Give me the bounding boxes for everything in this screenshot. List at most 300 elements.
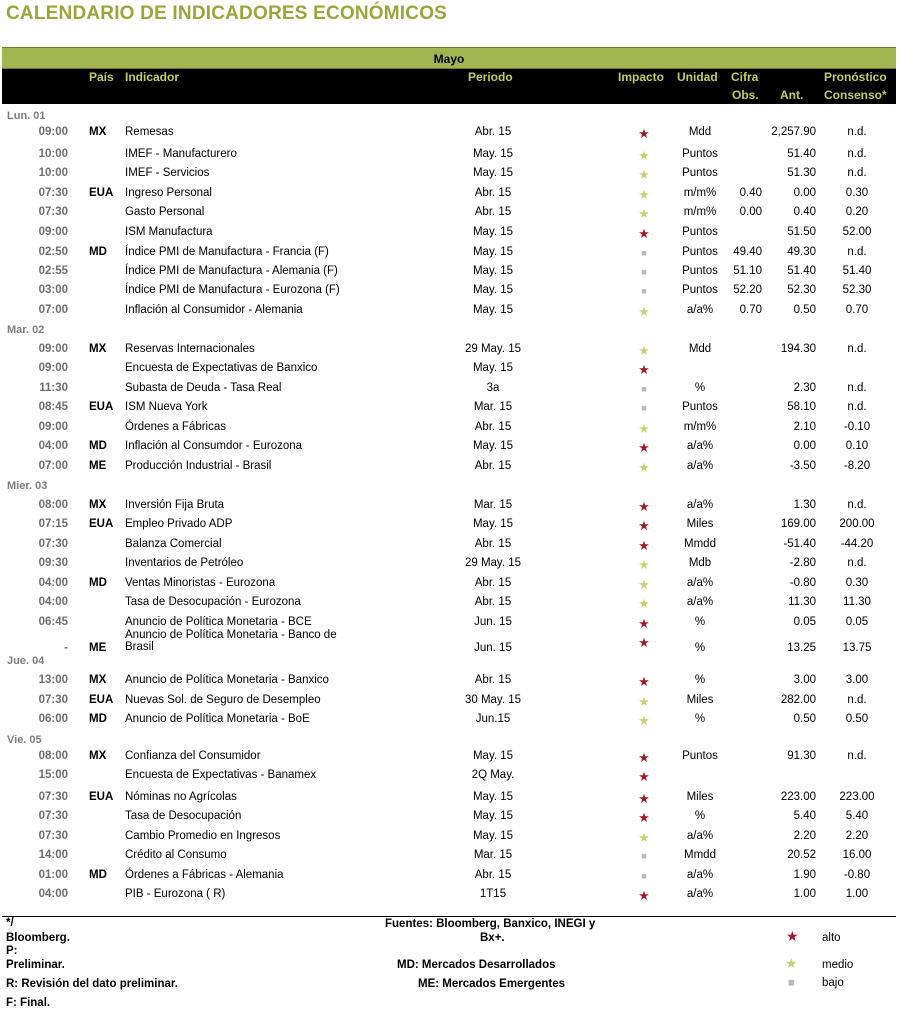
period-cell: May. 15 bbox=[472, 226, 514, 238]
impact-alto-star-icon: ★ bbox=[638, 750, 650, 765]
impact-medio-star-icon: ★ bbox=[638, 421, 650, 436]
header-indicador: Indicador bbox=[125, 70, 180, 84]
indicator-cell: Ingreso Personal bbox=[125, 187, 212, 199]
forecast-cell: n.d. bbox=[847, 382, 867, 394]
time-cell: 09:30 bbox=[38, 557, 68, 569]
forecast-cell: 223.00 bbox=[839, 791, 875, 803]
forecast-cell: 0.30 bbox=[845, 577, 869, 589]
indicator-cell: Cambio Promedio en Ingresos bbox=[125, 830, 281, 842]
forecast-cell: n.d. bbox=[847, 557, 867, 569]
unit-cell: Puntos bbox=[682, 226, 718, 238]
previous-cell: 169.00 bbox=[780, 518, 816, 530]
indicator-cell: Ventas Minoristas - Eurozona bbox=[125, 577, 276, 589]
indicator-cell: Gasto Personal bbox=[125, 206, 205, 218]
impact-medio-star-icon: ★ bbox=[638, 460, 650, 475]
indicator-cell: Órdenes a Fábricas bbox=[125, 421, 226, 433]
time-cell: 07:30 bbox=[38, 694, 68, 706]
time-cell: 08:00 bbox=[38, 750, 68, 762]
table-row bbox=[0, 206, 906, 224]
previous-cell: 51.40 bbox=[787, 148, 816, 160]
forecast-cell: 11.30 bbox=[843, 596, 871, 608]
table-row bbox=[0, 246, 906, 264]
time-cell: 06:00 bbox=[38, 713, 68, 725]
forecast-cell: 51.40 bbox=[842, 265, 872, 277]
period-cell: May. 15 bbox=[472, 246, 514, 258]
indicator-cell-continued: Brasil bbox=[125, 641, 154, 653]
me-definition: ME: Mercados Emergentes bbox=[418, 978, 565, 990]
forecast-cell: n.d. bbox=[847, 343, 867, 355]
time-cell: 13:00 bbox=[38, 674, 68, 686]
period-cell: Jun. 15 bbox=[474, 642, 512, 654]
period-cell: 30 May. 15 bbox=[464, 694, 522, 706]
impact-medio-star-icon: ★ bbox=[638, 148, 650, 163]
month-header: Mayo bbox=[2, 47, 896, 69]
legend-medio-star-icon: ★ bbox=[785, 955, 798, 971]
country-cell: MD bbox=[89, 440, 107, 452]
country-cell: MX bbox=[89, 343, 107, 355]
period-cell: May. 15 bbox=[472, 791, 514, 803]
time-cell: 03:00 bbox=[38, 284, 68, 296]
previous-cell: 51.50 bbox=[787, 226, 816, 238]
time-cell: 07:30 bbox=[38, 206, 68, 218]
time-cell: 14:00 bbox=[38, 849, 68, 861]
table-row bbox=[0, 557, 906, 575]
footnote-final: F: Final. bbox=[6, 997, 51, 1009]
indicator-cell: Balanza Comercial bbox=[125, 538, 222, 550]
impact-alto-star-icon: ★ bbox=[638, 362, 650, 377]
period-cell: May. 15 bbox=[472, 440, 514, 452]
table-row bbox=[0, 810, 906, 828]
previous-cell: 194.30 bbox=[780, 343, 816, 355]
unit-cell: Miles bbox=[686, 791, 714, 803]
unit-cell: a/a% bbox=[686, 830, 714, 842]
time-cell: 07:00 bbox=[38, 460, 68, 472]
table-row bbox=[0, 284, 906, 302]
period-cell: Abr. 15 bbox=[474, 460, 512, 472]
impact-alto-star-icon: ★ bbox=[638, 674, 650, 689]
previous-cell: 5.40 bbox=[793, 810, 816, 822]
impact-bajo-square-icon: ■ bbox=[641, 871, 647, 881]
unit-cell: Puntos bbox=[682, 401, 718, 413]
unit-cell: % bbox=[694, 713, 706, 725]
time-cell: 09:00 bbox=[38, 421, 68, 433]
forecast-cell: 200.00 bbox=[839, 518, 875, 530]
table-row bbox=[0, 167, 906, 185]
header-impacto: Impacto bbox=[618, 70, 665, 84]
previous-cell: 2.10 bbox=[793, 421, 816, 433]
impact-medio-star-icon: ★ bbox=[638, 167, 650, 182]
unit-cell: Puntos bbox=[682, 750, 718, 762]
indicator-cell: IMEF - Servicios bbox=[125, 167, 210, 179]
forecast-cell: n.d. bbox=[847, 246, 867, 258]
sources-text: Fuentes: Bloomberg, Banxico, INEGI y bbox=[385, 918, 596, 930]
previous-cell: 1.00 bbox=[793, 888, 816, 900]
footnote-marker: */ bbox=[6, 917, 14, 929]
table-row bbox=[0, 126, 906, 144]
footer-divider bbox=[2, 916, 896, 917]
unit-cell: a/a% bbox=[686, 499, 714, 511]
footnote-bloomberg: Bloomberg. bbox=[6, 932, 70, 944]
unit-cell: Puntos bbox=[682, 148, 718, 160]
impact-medio-star-icon: ★ bbox=[638, 343, 650, 358]
unit-cell: Puntos bbox=[682, 284, 718, 296]
time-cell: 10:00 bbox=[38, 148, 68, 160]
country-cell: EUA bbox=[89, 791, 114, 803]
indicator-cell: PIB - Eurozona ( R) bbox=[125, 888, 226, 900]
observed-cell: 0.40 bbox=[739, 187, 762, 199]
footnote-preliminar: Preliminar. bbox=[6, 959, 65, 971]
time-cell: 02:55 bbox=[38, 265, 68, 277]
unit-cell: Mdb bbox=[688, 557, 712, 569]
period-cell: May. 15 bbox=[472, 830, 514, 842]
unit-cell: % bbox=[694, 642, 706, 654]
previous-cell: 58.10 bbox=[787, 401, 816, 413]
forecast-cell: 0.30 bbox=[845, 187, 869, 199]
country-cell: EUA bbox=[89, 518, 114, 530]
country-cell: ME bbox=[89, 460, 107, 472]
previous-cell: 1.30 bbox=[793, 499, 816, 511]
impact-alto-star-icon: ★ bbox=[638, 791, 650, 806]
time-cell: 06:45 bbox=[38, 616, 68, 628]
unit-cell: a/a% bbox=[686, 577, 714, 589]
time-cell: 15:00 bbox=[38, 769, 68, 781]
table-row bbox=[0, 401, 906, 419]
forecast-cell: 16.00 bbox=[842, 849, 872, 861]
table-row bbox=[0, 769, 906, 787]
forecast-cell: 13.75 bbox=[842, 642, 872, 654]
table-row bbox=[0, 888, 906, 906]
impact-bajo-square-icon: ■ bbox=[641, 851, 647, 861]
previous-cell: 51.40 bbox=[787, 265, 816, 277]
table-row bbox=[0, 421, 906, 439]
unit-cell: % bbox=[694, 674, 706, 686]
country-cell: EUA bbox=[89, 401, 114, 413]
previous-cell: 13.25 bbox=[787, 642, 816, 654]
previous-cell: 0.50 bbox=[793, 713, 816, 725]
day-label: Mier. 03 bbox=[7, 480, 48, 492]
period-cell: Jun. 15 bbox=[474, 616, 512, 628]
impact-bajo-square-icon: ■ bbox=[641, 248, 647, 258]
previous-cell: 91.30 bbox=[787, 750, 816, 762]
period-cell: May. 15 bbox=[472, 750, 514, 762]
table-row bbox=[0, 187, 906, 205]
unit-cell: Puntos bbox=[682, 167, 718, 179]
period-cell: 3a bbox=[486, 382, 500, 394]
previous-cell: 51.30 bbox=[787, 167, 816, 179]
header-obs: Obs. bbox=[732, 88, 759, 102]
table-row bbox=[0, 304, 906, 322]
period-cell: Mar. 15 bbox=[473, 849, 513, 861]
observed-cell: 0.00 bbox=[739, 206, 762, 218]
previous-cell: -3.50 bbox=[789, 460, 816, 472]
time-cell: 10:00 bbox=[38, 167, 68, 179]
forecast-cell: n.d. bbox=[847, 167, 867, 179]
unit-cell: a/a% bbox=[686, 440, 714, 452]
time-cell: 01:00 bbox=[38, 869, 68, 881]
table-row bbox=[0, 362, 906, 380]
unit-cell: a/a% bbox=[686, 460, 714, 472]
unit-cell: Mmdd bbox=[684, 538, 716, 550]
previous-cell: 2.20 bbox=[793, 830, 816, 842]
time-cell: 04:00 bbox=[38, 440, 68, 452]
previous-cell: 0.05 bbox=[793, 616, 816, 628]
forecast-cell: n.d. bbox=[847, 148, 867, 160]
forecast-cell: 52.00 bbox=[842, 226, 872, 238]
time-cell: - bbox=[64, 642, 68, 654]
header-unidad: Unidad bbox=[677, 70, 718, 84]
table-row bbox=[0, 791, 906, 809]
unit-cell: Puntos bbox=[682, 265, 718, 277]
header-pronostico: Pronóstico bbox=[824, 70, 887, 84]
table-row bbox=[0, 629, 906, 660]
impact-alto-star-icon: ★ bbox=[638, 635, 650, 650]
time-cell: 07:00 bbox=[38, 304, 68, 316]
impact-medio-star-icon: ★ bbox=[638, 206, 650, 221]
unit-cell: m/m% bbox=[683, 206, 717, 218]
indicator-cell: Remesas bbox=[125, 126, 174, 138]
previous-cell: 0.50 bbox=[793, 304, 816, 316]
indicator-cell: Inventarios de Petróleo bbox=[125, 557, 244, 569]
period-cell: Abr. 15 bbox=[474, 421, 512, 433]
period-cell: Abr. 15 bbox=[474, 674, 512, 686]
legend-alto-label: alto bbox=[822, 932, 841, 944]
period-cell: Abr. 15 bbox=[474, 596, 512, 608]
indicator-cell: Subasta de Deuda - Tasa Real bbox=[125, 382, 282, 394]
sources-text-2: Bx+. bbox=[480, 932, 505, 944]
unit-cell: a/a% bbox=[686, 869, 714, 881]
previous-cell: 1.90 bbox=[793, 869, 816, 881]
time-cell: 04:00 bbox=[38, 577, 68, 589]
page-title: CALENDARIO DE INDICADORES ECONÓMICOS bbox=[6, 3, 448, 24]
period-cell: Jun.15 bbox=[475, 713, 511, 725]
impact-bajo-square-icon: ■ bbox=[641, 267, 647, 277]
indicator-cell: Confianza del Consumidor bbox=[125, 750, 261, 762]
table-row bbox=[0, 830, 906, 848]
table-row bbox=[0, 849, 906, 867]
footnote-revision: R: Revisión del dato preliminar. bbox=[6, 978, 178, 990]
impact-medio-star-icon: ★ bbox=[638, 694, 650, 709]
period-cell: Abr. 15 bbox=[474, 577, 512, 589]
table-row bbox=[0, 869, 906, 887]
table-row bbox=[0, 538, 906, 556]
period-cell: 29 May. 15 bbox=[464, 557, 522, 569]
forecast-cell: 3.00 bbox=[845, 674, 869, 686]
table-row bbox=[0, 694, 906, 712]
indicator-cell: IMEF - Manufacturero bbox=[125, 148, 237, 160]
day-label: Vie. 05 bbox=[7, 734, 42, 746]
table-row bbox=[0, 499, 906, 517]
country-cell: MX bbox=[89, 126, 107, 138]
indicator-cell: Inflación al Consumidor - Alemania bbox=[125, 304, 303, 316]
legend-medio-label: medio bbox=[822, 959, 854, 971]
indicator-cell: Empleo Privado ADP bbox=[125, 518, 233, 530]
forecast-cell: n.d. bbox=[847, 694, 867, 706]
impact-alto-star-icon: ★ bbox=[638, 226, 650, 241]
country-cell: MD bbox=[89, 869, 107, 881]
country-cell: MD bbox=[89, 246, 107, 258]
period-cell: Abr. 15 bbox=[474, 869, 512, 881]
unit-cell: Miles bbox=[686, 518, 714, 530]
impact-medio-star-icon: ★ bbox=[638, 830, 650, 845]
time-cell: 08:45 bbox=[38, 401, 68, 413]
forecast-cell: 52.30 bbox=[842, 284, 872, 296]
forecast-cell: 0.50 bbox=[845, 713, 869, 725]
indicator-cell: Inversión Fija Bruta bbox=[125, 499, 225, 511]
legend-bajo-square-icon: ■ bbox=[788, 977, 795, 989]
impact-medio-star-icon: ★ bbox=[638, 187, 650, 202]
indicator-cell: Inflación al Consumdor - Eurozona bbox=[125, 440, 303, 452]
time-cell: 02:50 bbox=[38, 246, 68, 258]
country-cell: MX bbox=[89, 499, 107, 511]
forecast-cell: 0.10 bbox=[845, 440, 869, 452]
table-row bbox=[0, 518, 906, 536]
impact-alto-star-icon: ★ bbox=[638, 499, 650, 514]
previous-cell: -0.80 bbox=[789, 577, 816, 589]
observed-cell: 49.40 bbox=[733, 246, 762, 258]
impact-alto-star-icon: ★ bbox=[638, 888, 650, 903]
unit-cell: m/m% bbox=[683, 187, 717, 199]
table-row bbox=[0, 343, 906, 361]
table-row bbox=[0, 596, 906, 614]
time-cell: 09:00 bbox=[38, 126, 68, 138]
time-cell: 09:00 bbox=[38, 343, 68, 355]
impact-alto-star-icon: ★ bbox=[638, 440, 650, 455]
footnote-p: P: bbox=[6, 945, 18, 957]
period-cell: Abr. 15 bbox=[474, 538, 512, 550]
impact-alto-star-icon: ★ bbox=[638, 126, 650, 141]
period-cell: May. 15 bbox=[472, 284, 514, 296]
time-cell: 07:30 bbox=[38, 538, 68, 550]
previous-cell: 223.00 bbox=[780, 791, 816, 803]
indicator-cell: Nuevas Sol. de Seguro de Desempleo bbox=[125, 694, 321, 706]
header-periodo: Periodo bbox=[468, 70, 513, 84]
time-cell: 08:00 bbox=[38, 499, 68, 511]
impact-alto-star-icon: ★ bbox=[638, 616, 650, 631]
indicator-cell: Órdenes a Fábricas - Alemania bbox=[125, 869, 284, 881]
table-row bbox=[0, 674, 906, 692]
observed-cell: 52.20 bbox=[733, 284, 762, 296]
legend-alto-star-icon: ★ bbox=[786, 928, 799, 944]
indicator-cell: Índice PMI de Manufactura - Eurozona (F) bbox=[125, 284, 340, 296]
previous-cell: 0.00 bbox=[793, 440, 816, 452]
period-cell: May. 15 bbox=[472, 167, 514, 179]
period-cell: May. 15 bbox=[472, 518, 514, 530]
table-row bbox=[0, 440, 906, 458]
unit-cell: % bbox=[694, 382, 706, 394]
forecast-cell: n.d. bbox=[847, 401, 867, 413]
previous-cell: 49.30 bbox=[787, 246, 816, 258]
unit-cell: Mdd bbox=[688, 126, 712, 138]
period-cell: Abr. 15 bbox=[474, 206, 512, 218]
country-cell: MX bbox=[89, 750, 107, 762]
table-row bbox=[0, 713, 906, 731]
unit-cell: m/m% bbox=[683, 421, 717, 433]
impact-bajo-square-icon: ■ bbox=[641, 403, 647, 413]
observed-cell: 0.70 bbox=[739, 304, 762, 316]
table-row bbox=[0, 148, 906, 166]
period-cell: 2Q May. bbox=[471, 769, 515, 781]
indicator-cell: Nóminas no Agrícolas bbox=[125, 791, 237, 803]
indicator-cell: Encuesta de Expectativas de Banxico bbox=[125, 362, 318, 374]
forecast-cell: -0.80 bbox=[843, 869, 871, 881]
unit-cell: Puntos bbox=[682, 246, 718, 258]
period-cell: May. 15 bbox=[472, 148, 514, 160]
period-cell: May. 15 bbox=[472, 304, 514, 316]
unit-cell: Miles bbox=[686, 694, 714, 706]
time-cell: 07:30 bbox=[38, 187, 68, 199]
indicator-cell: Índice PMI de Manufactura - Francia (F) bbox=[125, 246, 329, 258]
previous-cell: 11.30 bbox=[788, 596, 816, 608]
table-row bbox=[0, 382, 906, 400]
header-consenso: Consenso* bbox=[824, 88, 887, 102]
period-cell: Mar. 15 bbox=[473, 401, 513, 413]
impact-medio-star-icon: ★ bbox=[638, 577, 650, 592]
unit-cell: a/a% bbox=[686, 596, 714, 608]
previous-cell: 52.30 bbox=[787, 284, 816, 296]
legend-bajo-label: bajo bbox=[822, 977, 844, 989]
previous-cell: 3.00 bbox=[793, 674, 816, 686]
forecast-cell: 0.20 bbox=[845, 206, 869, 218]
impact-medio-star-icon: ★ bbox=[638, 596, 650, 611]
period-cell: May. 15 bbox=[472, 265, 514, 277]
previous-cell: 0.00 bbox=[793, 187, 816, 199]
impact-alto-star-icon: ★ bbox=[638, 810, 650, 825]
forecast-cell: 1.00 bbox=[845, 888, 869, 900]
country-cell: ME bbox=[89, 642, 107, 654]
time-cell: 09:00 bbox=[38, 362, 68, 374]
forecast-cell: 0.70 bbox=[845, 304, 869, 316]
indicator-cell: ISM Nueva York bbox=[125, 401, 208, 413]
header-pais: País bbox=[89, 70, 114, 84]
table-row bbox=[0, 750, 906, 768]
header-ant: Ant. bbox=[780, 88, 804, 102]
impact-medio-star-icon: ★ bbox=[638, 557, 650, 572]
forecast-cell: 5.40 bbox=[845, 810, 869, 822]
impact-alto-star-icon: ★ bbox=[638, 538, 650, 553]
indicator-cell: Anuncio de Política Monetaria - Banco de bbox=[125, 629, 337, 641]
forecast-cell: 2.20 bbox=[845, 830, 869, 842]
impact-bajo-square-icon: ■ bbox=[641, 384, 647, 394]
indicator-cell: Tasa de Desocupación - Eurozona bbox=[125, 596, 301, 608]
period-cell: Mar. 15 bbox=[473, 499, 513, 511]
table-row bbox=[0, 265, 906, 283]
previous-cell: 2.30 bbox=[793, 382, 816, 394]
table-row bbox=[0, 460, 906, 478]
indicator-cell: Anuncio de Política Monetaria - Banxico bbox=[125, 674, 329, 686]
period-cell: May. 15 bbox=[472, 362, 514, 374]
period-cell: 29 May. 15 bbox=[464, 343, 522, 355]
indicator-cell: Anuncio de Política Monetaria - BCE bbox=[125, 616, 312, 628]
table-row bbox=[0, 577, 906, 595]
forecast-cell: -8.20 bbox=[843, 460, 871, 472]
forecast-cell: n.d. bbox=[847, 499, 867, 511]
indicator-cell: Producción Industrial - Brasil bbox=[125, 460, 272, 472]
forecast-cell: n.d. bbox=[847, 750, 867, 762]
country-cell: MD bbox=[89, 713, 107, 725]
indicator-cell: Índice PMI de Manufactura - Alemania (F) bbox=[125, 265, 338, 277]
time-cell: 11:30 bbox=[39, 382, 68, 394]
previous-cell: 282.00 bbox=[780, 694, 816, 706]
header-cifra: Cifra bbox=[731, 70, 759, 84]
previous-cell: 2,257.90 bbox=[771, 126, 816, 138]
time-cell: 07:15 bbox=[38, 518, 68, 530]
period-cell: May. 15 bbox=[472, 810, 514, 822]
time-cell: 09:00 bbox=[38, 226, 68, 238]
previous-cell: 20.52 bbox=[787, 849, 816, 861]
md-definition: MD: Mercados Desarrollados bbox=[397, 959, 556, 971]
observed-cell: 51.10 bbox=[733, 265, 762, 277]
time-cell: 07:30 bbox=[38, 830, 68, 842]
